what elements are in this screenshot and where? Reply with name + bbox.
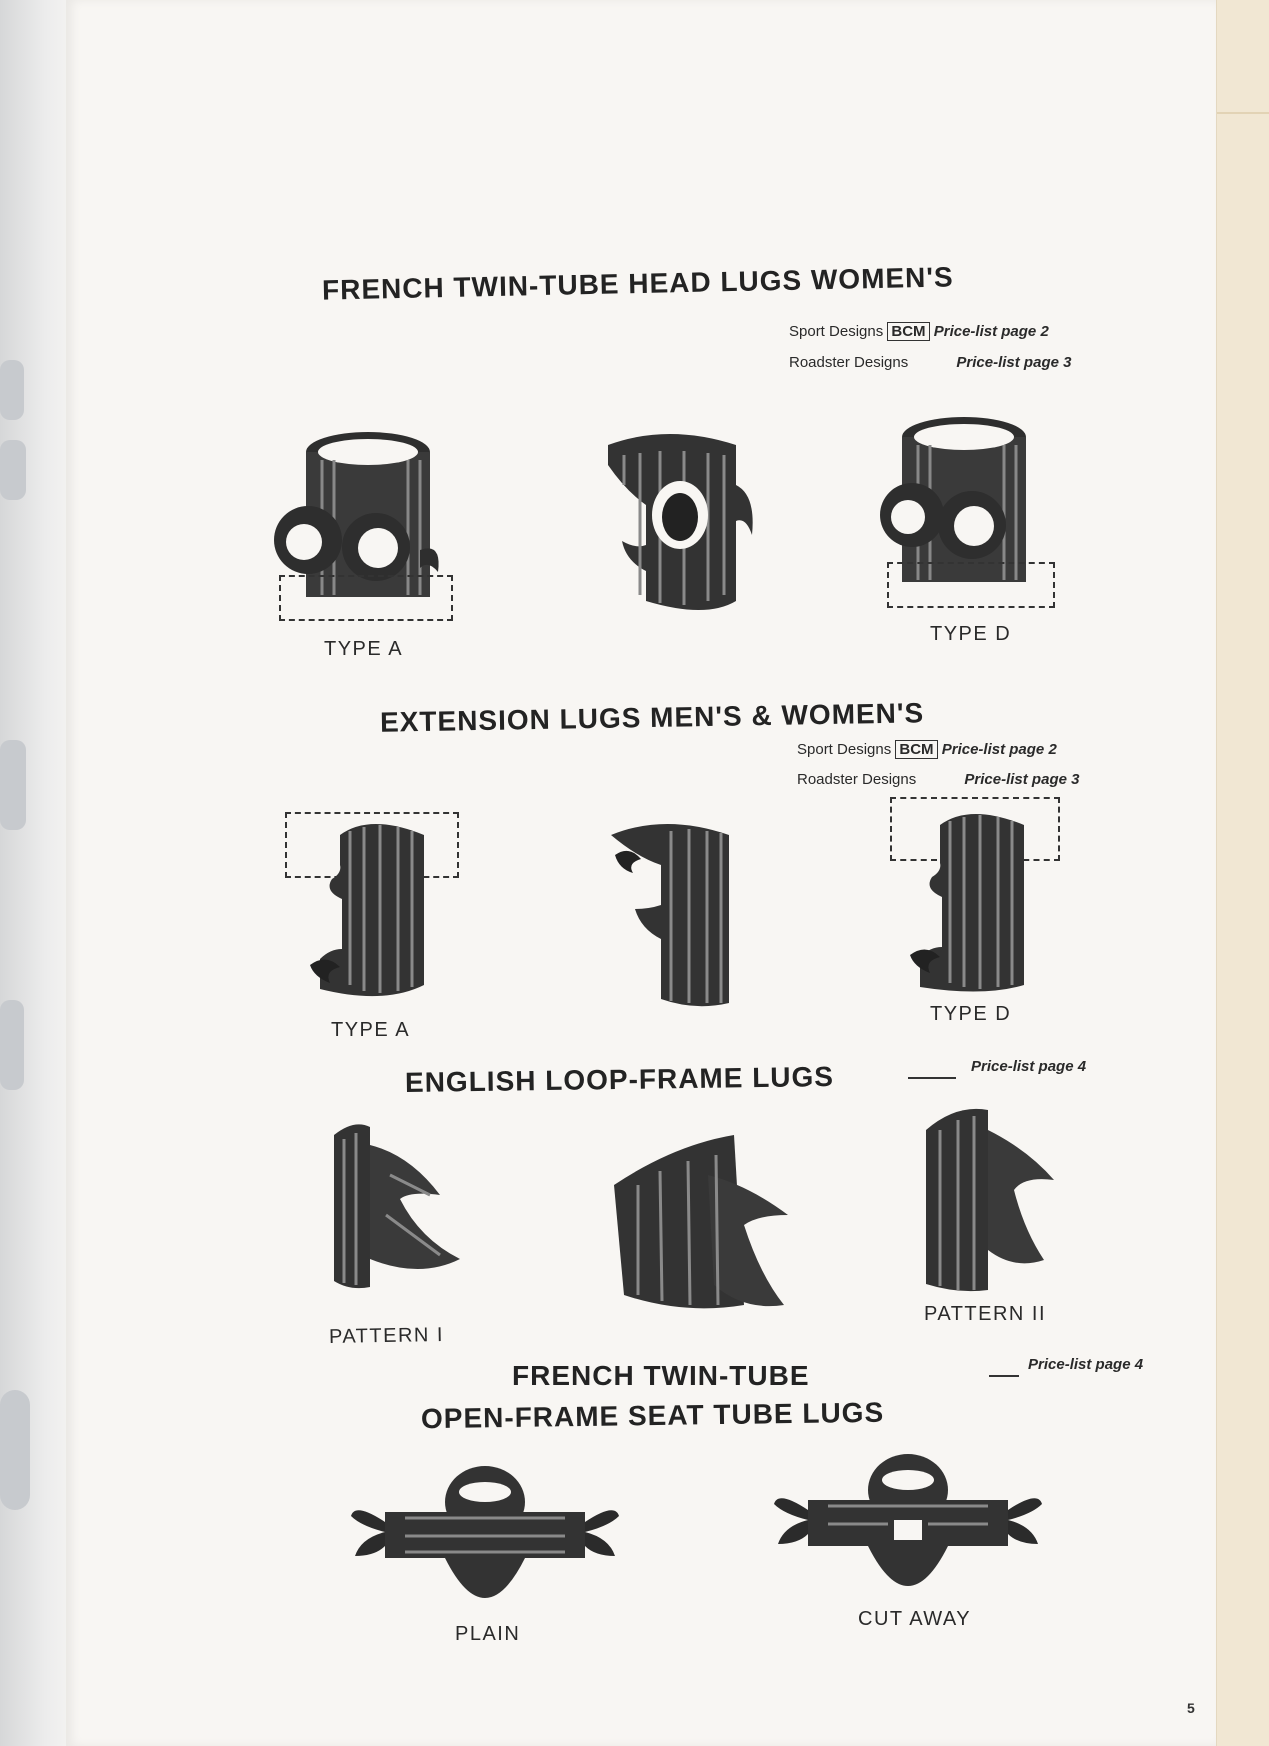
label-type-d: TYPE D [930, 1003, 1012, 1025]
label-pattern-2: PATTERN II [924, 1303, 1047, 1325]
dashed-outline [279, 575, 453, 621]
price-line-roadster [789, 354, 1071, 371]
bcm-badge: BCM [887, 322, 929, 341]
price-page: Price-list page 4 [971, 1058, 1087, 1075]
label-plain: PLAIN [455, 1623, 521, 1645]
price-label: Sport Designs [797, 741, 892, 758]
label-pattern-1: PATTERN I [328, 1323, 445, 1349]
price-label: Roadster Designs [789, 354, 909, 371]
leader-line [908, 1077, 956, 1079]
dashed-outline [887, 562, 1055, 608]
price-page: Price-list page 2 [941, 741, 1057, 758]
label-type-a: TYPE A [331, 1019, 411, 1041]
section-title-extension-lugs: EXTENSION LUGS MEN'S & WOMEN'S [379, 697, 925, 738]
seat-lug-cut-away-illustration [768, 1450, 1048, 1620]
price-line-sport [789, 323, 1049, 340]
price-page: Price-list page 3 [964, 771, 1080, 788]
price-line-seat [1028, 1356, 1143, 1373]
page-number: 5 [1187, 1700, 1195, 1716]
price-page: Price-list page 2 [933, 323, 1049, 340]
label-type-a: TYPE A [324, 638, 404, 660]
section-title-loop-frame: ENGLISH LOOP-FRAME LUGS [404, 1061, 835, 1098]
seat-lug-plain-illustration [345, 1462, 625, 1632]
extension-lug-type-a-illustration [300, 815, 440, 1010]
head-lug-middle-illustration [600, 425, 755, 615]
next-page-edge [1216, 0, 1269, 1746]
price-page: Price-list page 3 [956, 354, 1072, 371]
section-title-head-lugs: FRENCH TWIN-TUBE HEAD LUGS WOMEN'S [321, 261, 954, 306]
loop-lug-pattern-1-illustration [330, 1115, 470, 1295]
price-page: Price-list page 4 [1028, 1356, 1144, 1373]
extension-lug-type-d-illustration [900, 805, 1040, 1000]
loop-lug-pattern-2-illustration [918, 1100, 1058, 1300]
label-cut-away: CUT AWAY [858, 1608, 972, 1630]
ghost-illustration [0, 360, 24, 420]
bcm-badge: BCM [895, 740, 937, 759]
section-title-seat-tube-line1: FRENCH TWIN-TUBE [512, 1360, 810, 1391]
label-type-d: TYPE D [930, 623, 1012, 645]
leader-line [989, 1375, 1019, 1377]
ghost-illustration [0, 1000, 24, 1090]
ghost-illustration [0, 1390, 30, 1510]
ghost-illustration [0, 440, 26, 500]
loop-lug-middle-illustration [608, 1125, 793, 1325]
extension-lug-middle-illustration [605, 815, 735, 1010]
price-label: Roadster Designs [797, 771, 917, 788]
price-label: Sport Designs [789, 323, 884, 340]
section-title-seat-tube-line2: OPEN-FRAME SEAT TUBE LUGS [420, 1396, 885, 1435]
price-line-sport [797, 741, 1057, 758]
price-line-loop [971, 1058, 1086, 1075]
price-line-roadster [797, 771, 1079, 788]
ghost-illustration [0, 740, 26, 830]
